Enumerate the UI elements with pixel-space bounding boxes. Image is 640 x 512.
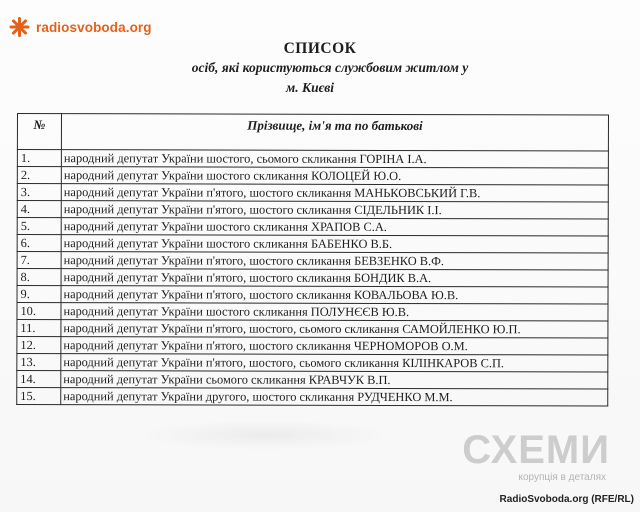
row-description: народний депутат України п'ятого, шостого скликання БЕВЗЕНКО В.Ф. (61, 252, 608, 270)
table-row (17, 184, 608, 203)
row-number: 10. (17, 303, 61, 320)
row-number: 4. (17, 201, 61, 218)
row-description: народний депутат України шостого скликання БАБЕНКО В.Б. (61, 235, 608, 253)
row-number: 14. (17, 371, 61, 388)
row-description: народний депутат України п'ятого, шостого скликання БОНДИК В.А. (61, 269, 608, 287)
document-subtitle-line2: м. Києві (285, 80, 335, 95)
row-number: 1. (17, 150, 61, 167)
row-description: народний депутат України п'ятого, шостого скликання ЧЕРНОМОРОВ О.М. (61, 337, 608, 355)
radio-svoboda-sunburst-icon (8, 16, 30, 38)
table-row (17, 235, 608, 254)
brand-tagline: корупція в деталях (518, 472, 606, 483)
row-number: 5. (17, 218, 61, 235)
table-body (17, 150, 609, 407)
row-description: народний депутат України п'ятого, шостого скликання СІДЕЛЬНИК І.І. (61, 201, 608, 219)
row-description: народний депутат України шостого скликання ХРАПОВ С.А. (61, 218, 608, 236)
row-number: 11. (17, 320, 61, 337)
row-description: народний депутат України шостого, сьомого скликання ГОРІНА І.А. (61, 150, 608, 168)
row-description: народний депутат України другого, шостого скликання РУДЧЕНКО М.М. (61, 388, 608, 406)
table-row (17, 286, 608, 305)
table-row (17, 201, 608, 220)
row-number: 8. (17, 269, 61, 286)
logo-text: radiosvoboda.org (36, 19, 152, 35)
header-name: Прізвище, ім'я та по батькові (61, 114, 608, 151)
table-row (17, 167, 608, 186)
table-row (17, 150, 608, 169)
scan-smudge (140, 420, 390, 450)
table-row (17, 320, 608, 339)
deputies-table (16, 113, 609, 407)
table-row (17, 252, 608, 271)
table-header-row (17, 114, 608, 152)
row-description: народний депутат України шостого скликання ПОЛУНЄЄВ Ю.В. (61, 303, 608, 321)
row-description: народний депутат України п'ятого, шостого, сьомого скликання САМОЙЛЕНКО Ю.П. (61, 320, 608, 338)
row-number: 6. (17, 235, 61, 252)
row-number: 3. (17, 184, 61, 201)
image-credit: RadioSvoboda.org (RFE/RL) (499, 494, 634, 505)
row-description: народний депутат України п'ятого, шостого, сьомого скликання КІЛІНКАРОВ С.П. (61, 354, 608, 372)
table-row (17, 303, 608, 322)
table-row (17, 371, 608, 390)
skhemy-watermark (462, 430, 610, 483)
row-number: 12. (17, 337, 61, 354)
row-number: 2. (17, 167, 61, 184)
document-title: СПИСОК (283, 40, 357, 57)
row-number: 9. (17, 286, 61, 303)
table-row (17, 354, 608, 373)
brand-word: СХЕМИ (462, 428, 610, 472)
row-number: 13. (17, 354, 61, 371)
row-description: народний депутат України п'ятого, шостого скликання МАНЬКОВСЬКИЙ Г.В. (61, 184, 608, 202)
row-number: 15. (17, 388, 61, 405)
table-row (17, 269, 608, 288)
row-description: народний депутат України шостого скликання КОЛОЦЕЙ Ю.О. (61, 167, 608, 185)
document-subtitle-line1: осіб, які користуються службовим житлом у (191, 60, 469, 75)
row-description: народний депутат України сьомого скликання КРАВЧУК В.П. (61, 371, 608, 389)
table-row (17, 337, 608, 356)
table-row (17, 388, 608, 407)
table-row (17, 218, 608, 237)
radio-svoboda-logo[interactable] (8, 16, 152, 38)
row-number: 7. (17, 252, 61, 269)
row-description: народний депутат України п'ятого, шостого скликання КОВАЛЬОВА Ю.В. (61, 286, 608, 304)
header-number: № (17, 114, 61, 150)
